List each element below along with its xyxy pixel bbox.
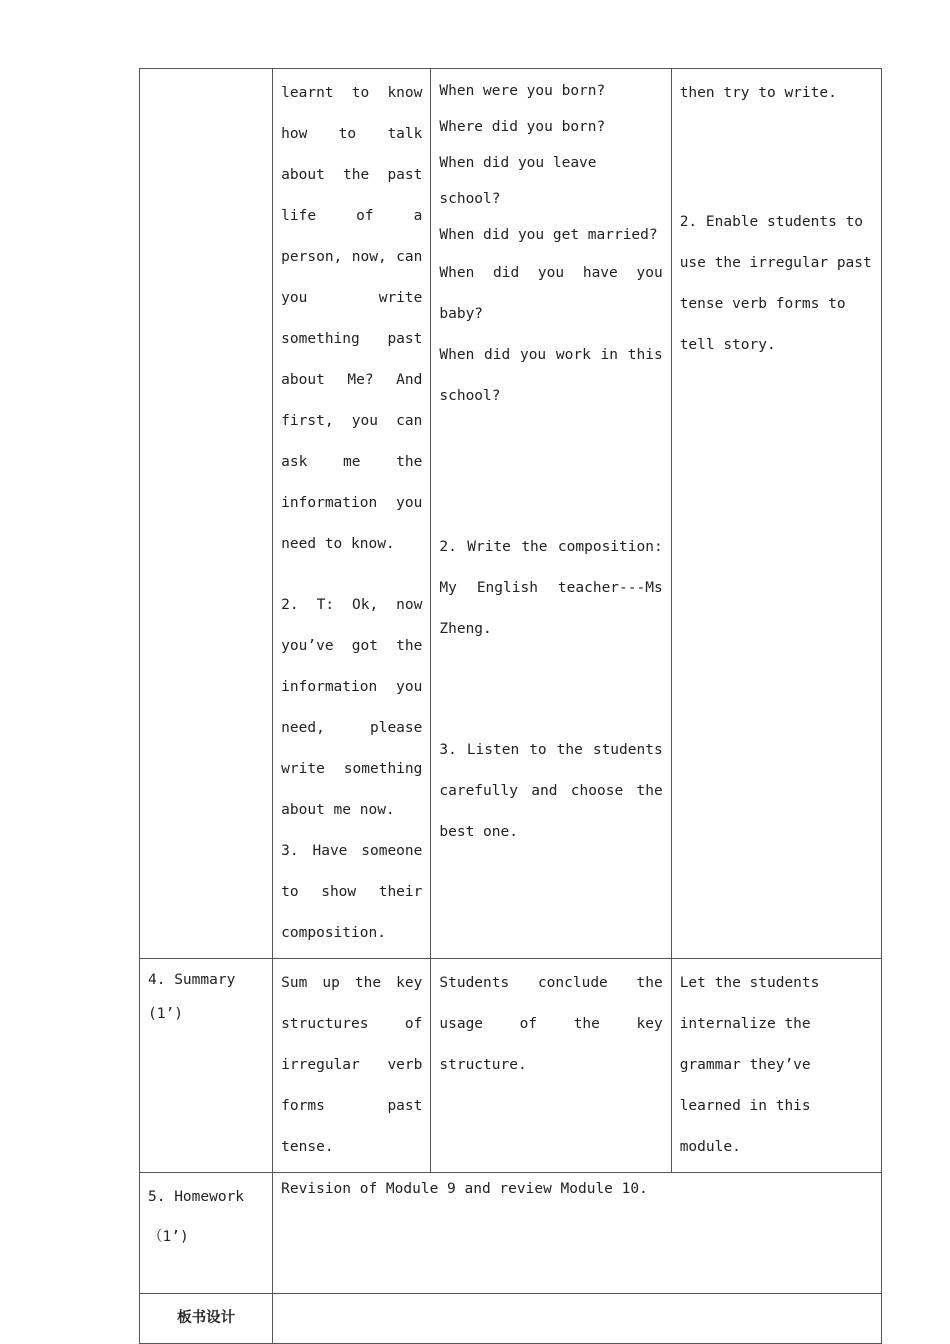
table-row xyxy=(140,1173,882,1294)
table-row xyxy=(140,959,882,1173)
student-activity-text: 2. Write the composition: My English teacher---Ms Zheng. xyxy=(439,539,663,637)
student-activity-cell xyxy=(431,69,671,959)
student-activity-cell: Students conclude the usage of the key structure. xyxy=(431,959,671,1173)
question-text: When did you work in this school? xyxy=(439,347,663,404)
homework-cell: Revision of Module 9 and review Module 10. xyxy=(273,1173,882,1294)
purpose-text: 2. Enable students to use the irregular past tense verb forms to tell story. xyxy=(679,214,872,353)
question-text: When did you have you baby? xyxy=(439,265,663,322)
table-row xyxy=(140,1294,882,1344)
stage-cell xyxy=(140,959,273,1173)
question-text: Where did you born? xyxy=(439,119,606,135)
purpose-cell: Let the students internalize the grammar they’ve learned in this module. xyxy=(671,959,881,1173)
teacher-activity-text: 3. Have someone to show their composition. xyxy=(281,843,423,941)
lesson-plan-table xyxy=(139,68,882,1344)
stage-cell xyxy=(140,1173,273,1294)
board-design-cell xyxy=(273,1294,882,1344)
board-design-label: 板书设计 xyxy=(140,1294,273,1344)
teacher-activity-cell: Sum up the key structures of irregular verb forms past tense. xyxy=(273,959,431,1173)
table-row xyxy=(140,69,882,959)
stage-cell xyxy=(140,69,273,959)
purpose-text: then try to write. xyxy=(679,85,837,101)
question-text: When did you get married? xyxy=(439,227,658,243)
question-text: When did you leave school? xyxy=(439,155,597,207)
stage-text: 4. Summary (1’) xyxy=(148,972,236,1022)
teacher-activity-cell xyxy=(273,69,431,959)
purpose-cell xyxy=(671,69,881,959)
question-text: When were you born? xyxy=(439,83,606,99)
teacher-activity-text: learnt to know how to talk about the past life of a person, now, can you write something past about Me? And first, you can ask me the information you need to know. xyxy=(281,85,423,552)
student-activity-text: 3. Listen to the students carefully and choose the best one. xyxy=(439,742,663,840)
teacher-activity-text: 2. T: Ok, now you’ve got the information you need, please write something about me now. xyxy=(281,597,423,818)
stage-text: 5. Homework（1’) xyxy=(148,1189,245,1245)
